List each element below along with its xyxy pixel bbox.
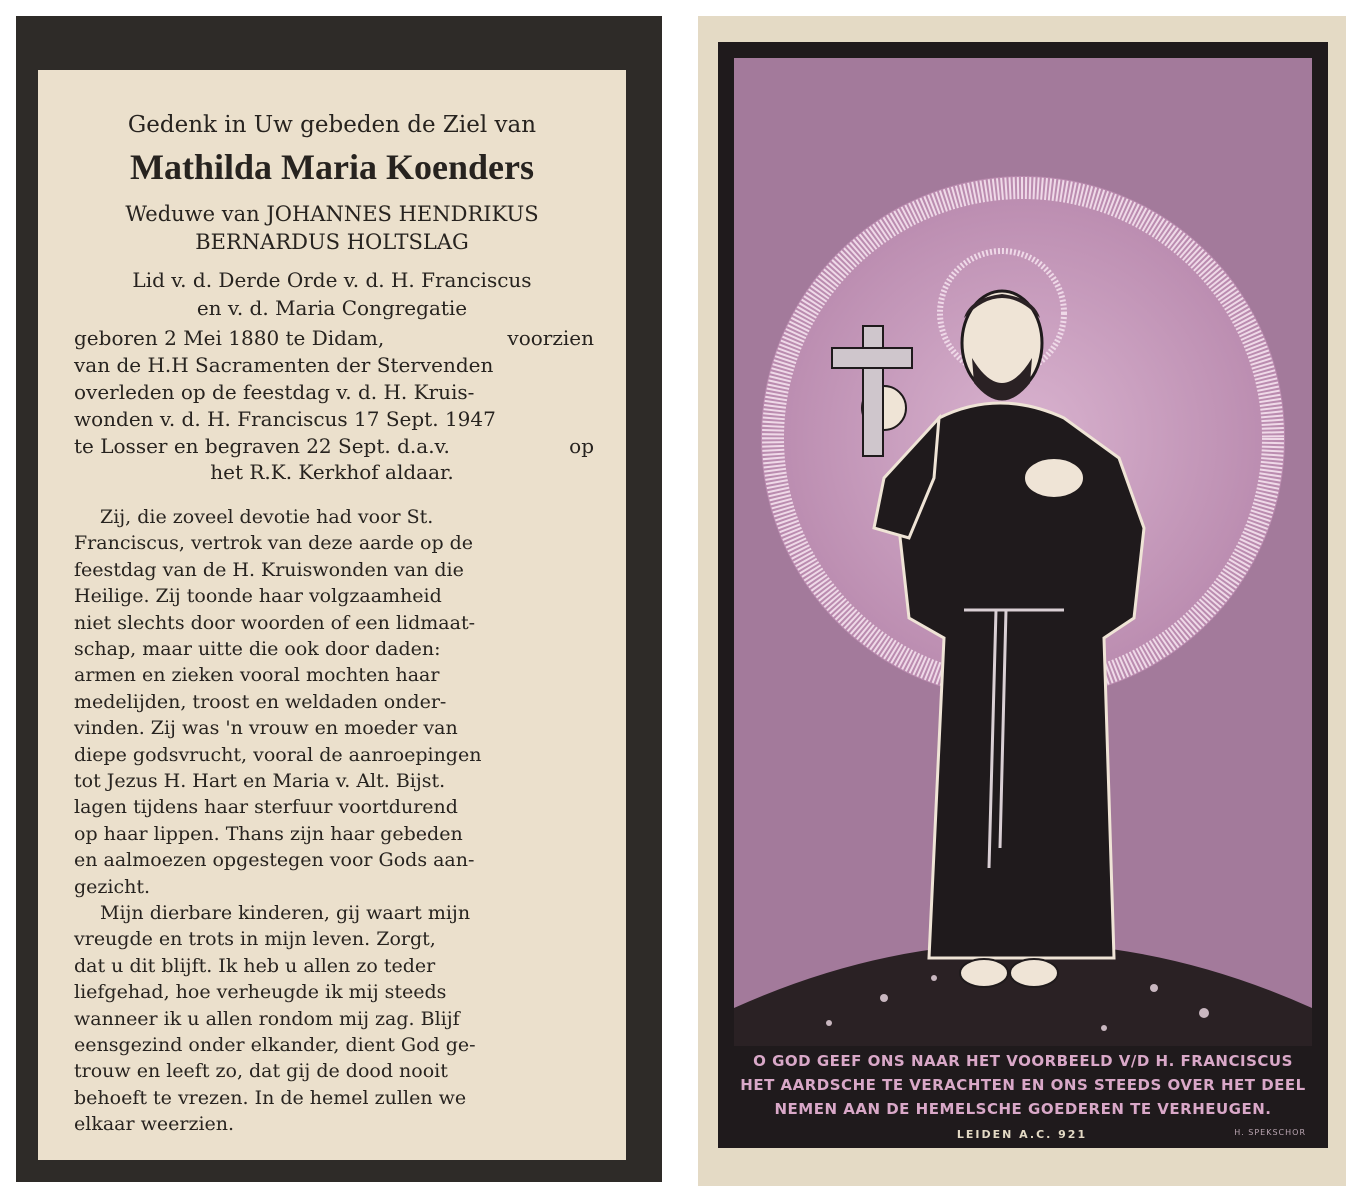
eulogy-line: liefgehad, hoe verheugde ik mij steeds <box>74 981 447 1004</box>
eulogy-line: Zij, die zoveel devotie had voor St. <box>100 506 434 528</box>
saint-illustration-panel <box>734 58 1312 1132</box>
eulogy-line: armen en zieken vooral mochten haar <box>74 664 440 687</box>
biography-line <box>74 407 594 431</box>
left-foot <box>960 959 1008 987</box>
header-text: Gedenk in Uw gebeden de Ziel van <box>127 112 537 138</box>
biography-text: van de H.H Sacramenten der Stervenden <box>74 353 494 377</box>
order-line-1: Lid v. d. Derde Orde v. d. H. Franciscus <box>132 268 532 292</box>
eulogy-line: vinden. Zij was 'n vrouw en moeder van <box>74 717 458 740</box>
eulogy-line: gezicht. <box>74 875 151 898</box>
biography-text: overleden op de feestdag v. d. H. Kruis- <box>74 380 475 404</box>
biography-line <box>74 326 594 350</box>
eulogy-line: lagen tijdens haar sterfuur voortdurend <box>74 796 458 819</box>
eulogy-line: feestdag van de H. Kruiswonden van die <box>74 558 464 581</box>
biography-line <box>74 380 594 404</box>
biography-text-end: voorzien <box>507 326 594 350</box>
biography-text: wonden v. d. H. Franciscus 17 Sept. 1947 <box>74 407 496 431</box>
husband-line: BERNARDUS HOLTSLAG <box>195 230 469 254</box>
biography-text: te Losser en begraven 22 Sept. d.a.v. <box>74 434 450 458</box>
artist-signature: H. SPEKSCHOR <box>1234 1128 1306 1137</box>
eulogy-line: dat u dit blijft. Ik heb u allen zo teder <box>74 954 436 977</box>
saint-francis-illustration <box>734 58 1312 1046</box>
eulogy-line: behoeft te vrezen. In de hemel zullen we <box>74 1086 467 1109</box>
biography-text: geboren 2 Mei 1880 te Didam, <box>74 326 385 350</box>
memorial-text-card <box>16 16 662 1182</box>
memorial-paper <box>38 70 626 1160</box>
eulogy-line: Heilige. Zij toonde haar volgzaamheid <box>74 585 442 608</box>
eulogy-line: en aalmoezen opgestegen voor Gods aan- <box>74 849 475 872</box>
biography-line <box>74 434 594 458</box>
caption-line-1: O GOD GEEF ONS NAAR HET VOORBEELD V/D H. FRANCISCUS <box>753 1052 1293 1070</box>
eulogy-line: Mijn dierbare kinderen, gij waart mijn <box>100 902 471 924</box>
prayer-caption-band <box>734 1046 1312 1132</box>
biography-text-end: op <box>569 434 594 458</box>
eulogy-line: wanneer ik u allen rondom mij zag. Blijf <box>74 1007 460 1030</box>
order-line-2: en v. d. Maria Congregatie <box>196 296 468 320</box>
caption-line-2: HET AARDSCHE TE VERACHTEN EN ONS STEEDS OVER HET DEEL <box>740 1076 1306 1094</box>
eulogy-line: schap, maar uitte die ook door daden: <box>74 638 441 660</box>
eulogy-line: eensgezind onder elkander, dient God ge- <box>74 1034 476 1056</box>
eulogy-line: tot Jezus H. Hart en Maria v. Alt. Bijst. <box>74 770 446 792</box>
eulogy-line: vreugde en trots in mijn leven. Zorgt, <box>74 928 436 951</box>
eulogy-line: medelijden, troost en weldaden onder- <box>74 690 447 713</box>
eulogy-line: op haar lippen. Thans zijn haar gebeden <box>74 822 463 845</box>
eulogy-line: elkaar weerzien. <box>74 1113 235 1136</box>
eulogy-line: trouw en leeft zo, dat gij de dood nooit <box>74 1060 448 1083</box>
burial-line: het R.K. Kerkhof aldaar. <box>210 460 454 484</box>
publisher-mark: LEIDEN A.C. 921 <box>956 1128 1088 1141</box>
eulogy-line: diepe godsvrucht, vooral de aanroepingen <box>74 743 482 766</box>
biography-line <box>74 353 594 377</box>
widow-line: Weduwe van JOHANNES HENDRIKUS <box>125 202 539 226</box>
deceased-name: Mathilda Maria Koenders <box>130 147 534 187</box>
right-foot <box>1010 959 1058 987</box>
chest-hand <box>1024 458 1084 498</box>
caption-line-3: NEMEN AAN DE HEMELSCHE GOEDEREN TE VERHEUGEN. <box>774 1100 1272 1118</box>
devotional-image-card <box>698 16 1346 1186</box>
eulogy-line: niet slechts door woorden of een lidmaat- <box>74 611 475 634</box>
eulogy-line: Franciscus, vertrok van deze aarde op de <box>74 532 474 555</box>
